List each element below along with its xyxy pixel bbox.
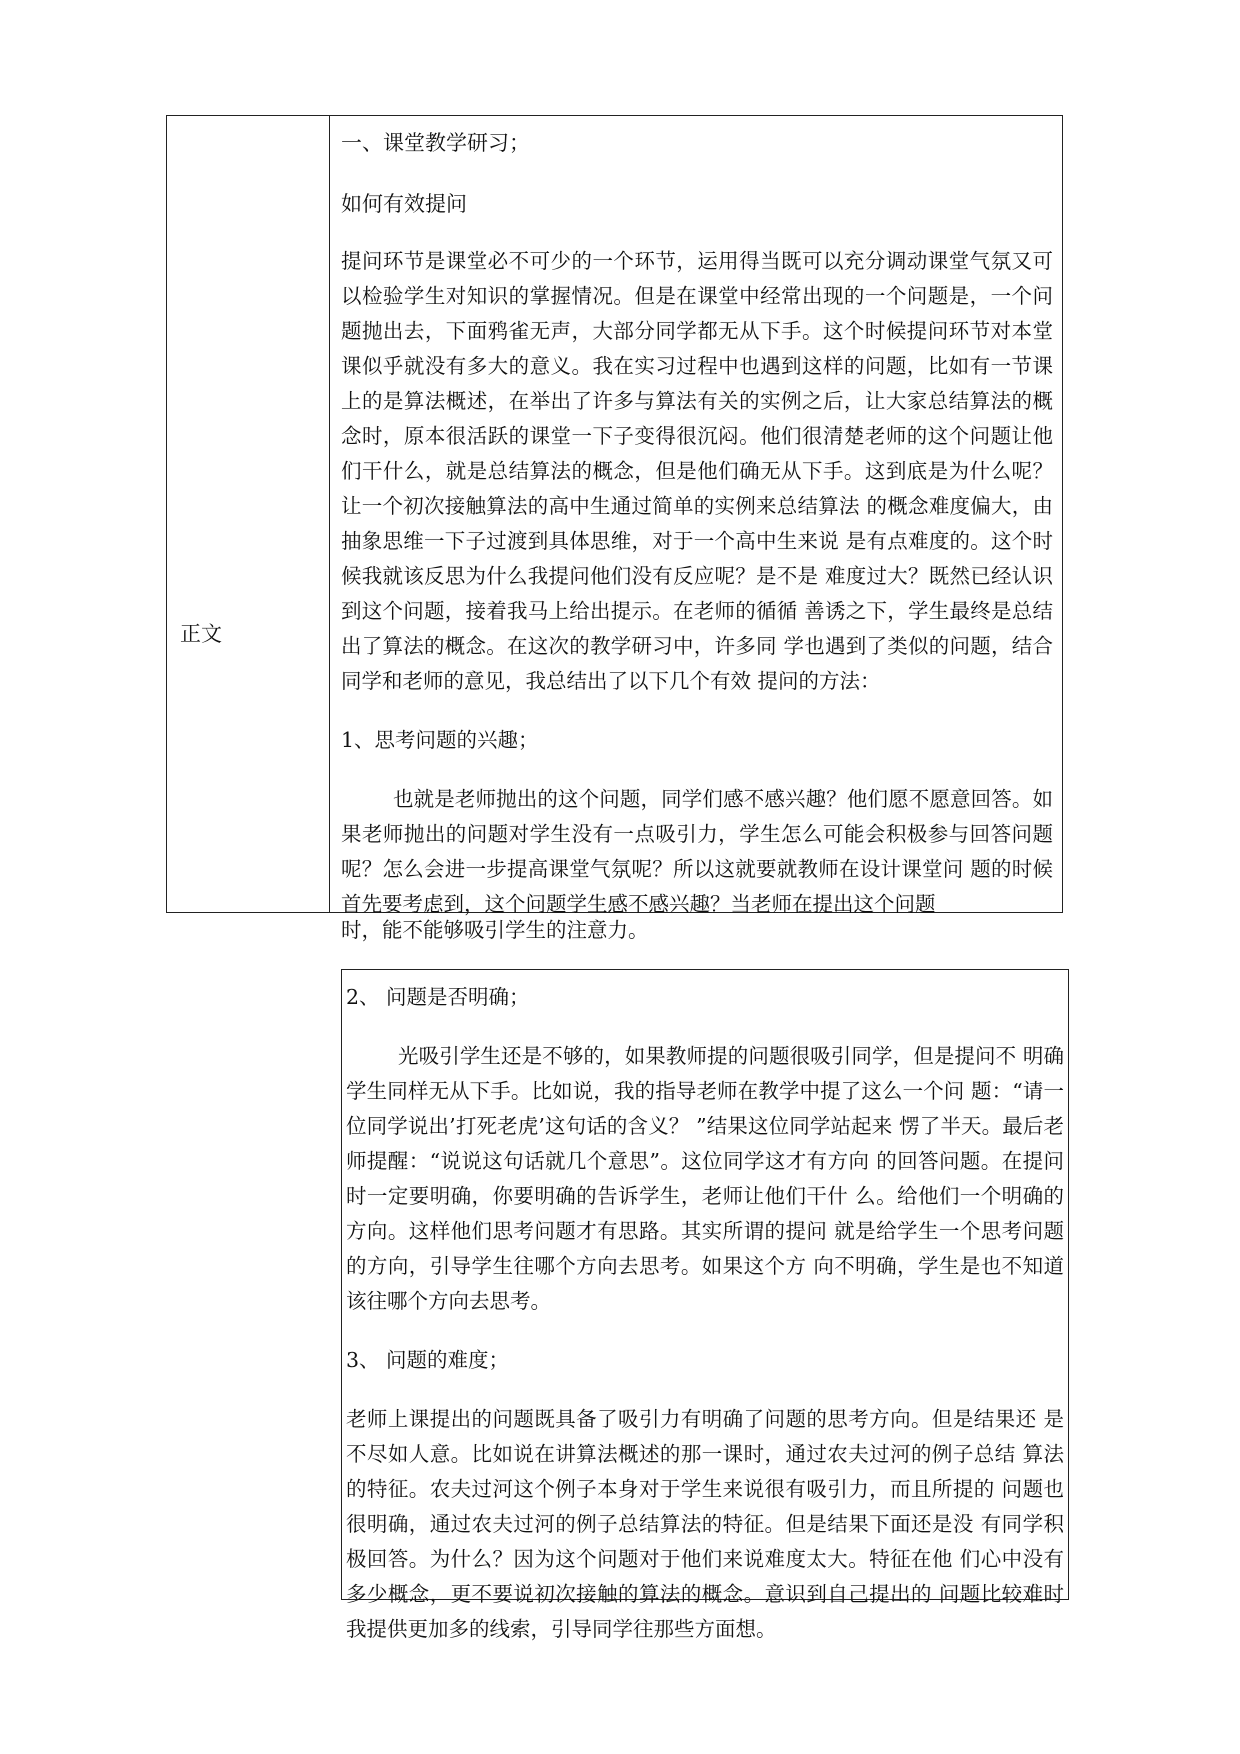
subheading: 如何有效提问 — [341, 192, 467, 216]
content-cell — [341, 126, 1053, 922]
body-label: 正文 — [180, 622, 222, 646]
point3-heading: 3、 问题的难度； — [346, 1348, 510, 1372]
section-heading: 一、课堂教学研习； — [341, 131, 530, 155]
point2-paragraph: 光吸引学生还是不够的，如果教师提的问题很吸引同学，但是提问不 明确学生同样无从下手。比如说，我的指导老师在教学中提了这么一个问 题：“请一位同学说出’打死老虎’这句话的含义？ ”结果这位同学站起来 愣了半天。最后老师提醒：“说说这句话就几个意思”。这位同学这才有方向 的回答问题。在提问时一定要明确，你要明确的告诉学生，老师让他们干什 么。给他们一个明确的方向。这样他们思考问题才有思路。其实所谓的提问 就是给学生一个思考问题的方向，引导学生往哪个方向去思考。如果这个方 向不明确，学生是也不知道该往哪个方向去思考。 — [346, 1044, 1064, 1313]
point1-paragraph: 也就是老师抛出的这个问题，同学们感不感兴趣？他们愿不愿意回答。如果老师抛出的问题对学生没有一点吸引力，学生怎么可能会积极参与回答问题呢？怎么会进一步提高课堂气氛呢？所以这就要就教师在设计课堂问 题的时候首先要考虑到，这个问题学生感不感兴趣？当老师在提出这个问题 — [341, 787, 1053, 916]
main-content-table — [166, 115, 1063, 916]
point3-paragraph: 老师上课提出的问题既具备了吸引力有明确了问题的思考方向。但是结果还 是不尽如人意。比如说在讲算法概述的那一课时，通过农夫过河的例子总结 算法的特征。农夫过河这个例子本身对于学生来说很有吸引力，而且所提的 问题也很明确，通过农夫过河的例子总结算法的特征。但是结果下面还是没 有同学积极回答。为什么？因为这个问题对于他们来说难度太大。特征在他 们心中没有多少概念，更不要说初次接触的算法的概念。意识到自己提出的 问题比较难时我提供更加多的线索，引导同学往那些方面想。 — [346, 1407, 1064, 1641]
continuation-content-cell — [346, 980, 1064, 1647]
point2-heading: 2、 问题是否明确； — [346, 985, 530, 1009]
overflow-line: 时，能不能够吸引学生的注意力。 — [341, 918, 649, 942]
label-cell — [167, 116, 330, 912]
continuation-table — [341, 969, 1069, 1641]
intro-paragraph: 提问环节是课堂必不可少的一个环节，运用得当既可以充分调动课堂气氛又可以检验学生对知识的掌握情况。但是在课堂中经常出现的一个问题是，一个问题抛出去，下面鸦雀无声，大部分同学都无从下手。这个时候提问环节对本堂课似乎就没有多大的意义。我在实习过程中也遇到这样的问题，比如有一节课上的是算法概述，在举出了许多与算法有关的实例之后，让大家总结算法的概念时，原本很活跃的课堂一下子变得很沉闷。他们很清楚老师的这个问题让他们干什么，就是总结算法的概念，但是他们确无从下手。这到底是为什么呢？让一个初次接触算法的高中生通过简单的实例来总结算法 的概念难度偏大，由抽象思维一下子过渡到具体思维，对于一个高中生来说 是有点难度的。这个时候我就该反思为什么我提问他们没有反应呢？是不是 难度过大？既然已经认识到这个问题，接着我马上给出提示。在老师的循循 善诱之下，学生最终是总结出了算法的概念。在这次的教学研习中，许多同 学也遇到了类似的问题，结合同学和老师的意见，我总结出了以下几个有效 提问的方法： — [341, 249, 1053, 693]
point1-heading: 1、思考问题的兴趣； — [341, 728, 539, 752]
